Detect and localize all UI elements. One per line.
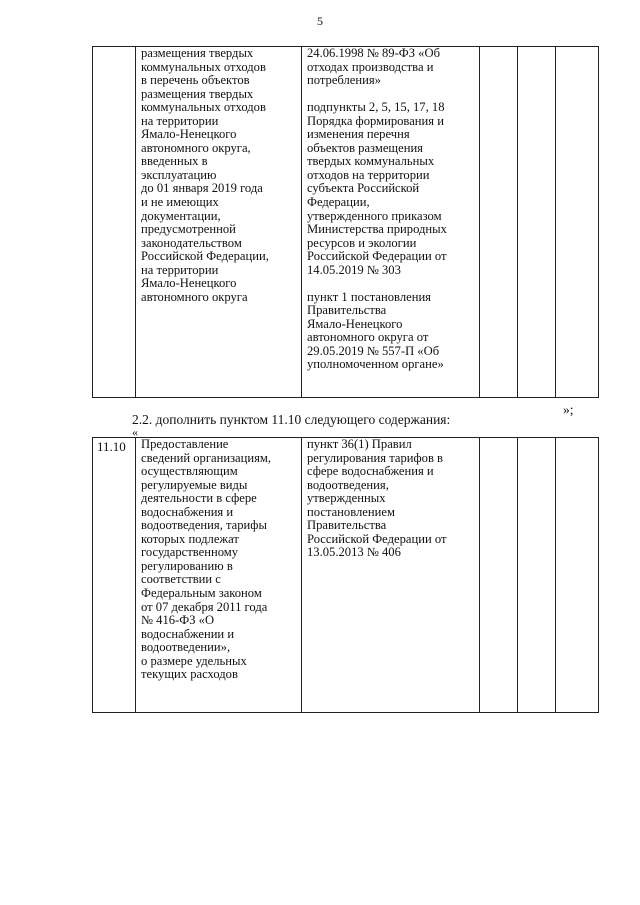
text-line: отходах производства и	[307, 59, 434, 74]
legal-basis-cell	[302, 47, 480, 398]
text-line: введенных в	[141, 154, 208, 169]
service-name-cell	[136, 438, 302, 713]
text-line: размещения твердых	[141, 86, 254, 101]
text-line: постановлением	[307, 504, 395, 519]
text-line: утвержденного приказом	[307, 208, 442, 223]
text-line: до 01 января 2019 года	[141, 181, 263, 196]
text-line: законодательством	[141, 235, 242, 250]
text-line: автономного округа от	[307, 330, 429, 345]
text-line: водоснабжении и	[141, 626, 235, 641]
text-line: отходов на территории	[307, 167, 430, 182]
closing-quote: »;	[563, 402, 574, 417]
table-row	[93, 438, 599, 713]
opening-quote: «	[132, 425, 138, 439]
text-line: пункт 36(1) Правил	[307, 437, 412, 451]
paragraph-gap	[307, 277, 474, 291]
text-line: соответствии с	[141, 572, 221, 587]
text-line: размещения твердых	[141, 46, 254, 60]
text-line: 24.06.1998 № 89-ФЗ «Об	[307, 46, 440, 60]
text-line: 14.05.2019 № 303	[307, 262, 401, 277]
text-line: автономного округа	[141, 289, 248, 304]
text-line: Правительства	[307, 303, 387, 318]
text-line: в перечень объектов	[141, 73, 250, 88]
text-line: о размере удельных	[141, 653, 247, 668]
text-line: пункт 1 постановления	[307, 289, 431, 304]
text-line: Российской Федерации от	[307, 531, 447, 546]
text-line: изменения перечня	[307, 127, 410, 142]
paragraph-gap	[307, 88, 474, 102]
text-line: на территории	[141, 262, 219, 277]
text-line: потребления»	[307, 73, 381, 88]
text-line: регулированию в	[141, 558, 233, 573]
text-line: коммунальных отходов	[141, 100, 266, 115]
text-line: коммунальных отходов	[141, 59, 266, 74]
empty-cell	[556, 47, 599, 398]
text-line: водоотведения,	[307, 477, 389, 492]
text-line: эксплуатацию	[141, 167, 217, 182]
text-line: регулируемые виды	[141, 477, 248, 492]
text-line: Федерации,	[307, 194, 370, 209]
number-cell	[93, 47, 136, 398]
text-line: № 416-ФЗ «О	[141, 613, 215, 628]
text-line: Порядка формирования и	[307, 113, 444, 128]
text-line: ресурсов и экологии	[307, 235, 417, 250]
text-line: предусмотренной	[141, 222, 236, 237]
continued-table	[92, 46, 599, 398]
text-line: подпункты 2, 5, 15, 17, 18	[307, 100, 445, 115]
text-line: уполномоченном органе»	[307, 357, 444, 372]
text-line: осуществляющим	[141, 464, 238, 479]
text-line: водоотведения, тарифы	[141, 518, 267, 533]
text-line: автономного округа,	[141, 140, 251, 155]
text-line: сфере водоснабжения и	[307, 464, 434, 479]
text-line: 29.05.2019 № 557-П «Об	[307, 343, 440, 358]
text-line: Правительства	[307, 518, 387, 533]
text-line: Ямало-Ненецкого	[141, 276, 237, 291]
text-line: документации,	[141, 208, 221, 223]
text-line: сведений организациям,	[141, 450, 272, 465]
text-line: регулирования тарифов в	[307, 450, 443, 465]
new-item-table	[92, 437, 599, 713]
amendment-heading: 2.2. дополнить пунктом 11.10 следующего содержания:	[132, 412, 451, 427]
text-line: государственному	[141, 545, 239, 560]
text-line: утвержденных	[307, 491, 386, 506]
text-line: которых подлежат	[141, 531, 239, 546]
text-line: субъекта Российской	[307, 181, 420, 196]
text-line: Российской Федерации,	[141, 249, 269, 264]
text-line: текущих расходов	[141, 667, 238, 682]
text-line: Предоставление	[141, 437, 229, 451]
text-line: деятельности в сфере	[141, 491, 257, 506]
text-line: Российской Федерации от	[307, 249, 447, 264]
empty-cell	[518, 47, 556, 398]
text-line: на территории	[141, 113, 219, 128]
service-name-cell	[136, 47, 302, 398]
text-line: от 07 декабря 2011 года	[141, 599, 268, 614]
empty-cell	[518, 438, 556, 713]
page-number: 5	[317, 14, 323, 28]
text-line: Министерства природных	[307, 222, 447, 237]
text-line: Ямало-Ненецкого	[307, 316, 403, 331]
text-line: Федеральным законом	[141, 586, 262, 601]
text-line: Ямало-Ненецкого	[141, 127, 237, 142]
empty-cell	[556, 438, 599, 713]
empty-cell	[480, 438, 518, 713]
legal-basis-cell	[302, 438, 480, 713]
text-line: и не имеющих	[141, 195, 219, 210]
text-line: 13.05.2013 № 406	[307, 545, 401, 560]
text-line: твердых коммунальных	[307, 154, 435, 169]
empty-cell	[480, 47, 518, 398]
text-line: объектов размещения	[307, 140, 423, 155]
item-number-cell: 11.10	[93, 438, 136, 713]
table-row	[93, 47, 599, 398]
text-line: водоотведении»,	[141, 640, 231, 655]
text-line: водоснабжения и	[141, 504, 234, 519]
